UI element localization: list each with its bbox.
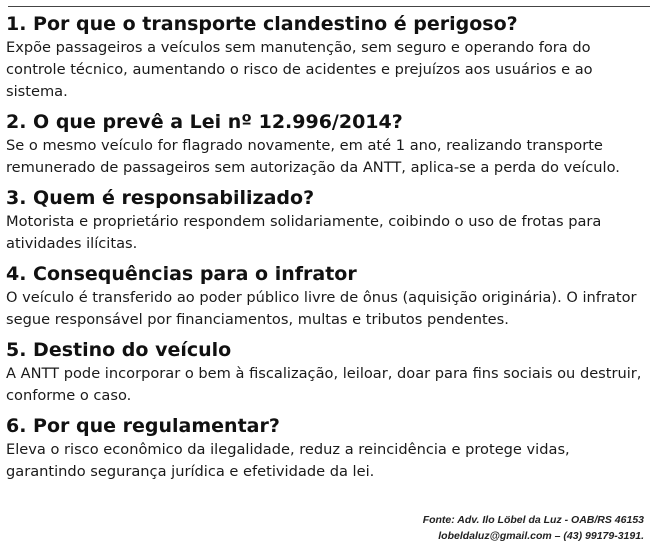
faq-answer: Se o mesmo veículo for flagrado novamente, em até 1 ano, realizando transporte remunerado de passageiros sem autorização da ANTT, aplica-se a perda do veículo.: [6, 137, 620, 176]
faq-section-3: [6, 186, 650, 255]
faq-question: 4. Consequências para o infrator: [6, 263, 357, 285]
faq-answer: Eleva o risco econômico da ilegalidade, reduz a reincidência e protege vidas, garantindo segurança jurídica e efetividade da lei.: [6, 441, 570, 480]
faq-answer: Expõe passageiros a veículos sem manutenção, sem seguro e operando fora do controle técnico, aumentando o risco de acidentes e prejuízos aos usuários e ao sistema.: [6, 39, 593, 100]
faq-answer: O veículo é transferido ao poder público livre de ônus (aquisição originária). O infrator segue responsável por financiamentos, multas e tributos pendentes.: [6, 289, 637, 328]
footer-contact-line: lobeldaluz@gmail.com – (43) 99179-3191.: [438, 530, 644, 542]
faq-section-1: [6, 12, 650, 103]
faq-section-4: [6, 262, 650, 331]
footer-source-line: Fonte: Adv. Ilo Löbel da Luz - OAB/RS 46153: [422, 514, 644, 526]
top-divider: [8, 6, 650, 7]
faq-question: 6. Por que regulamentar?: [6, 415, 280, 437]
faq-section-2: [6, 110, 650, 179]
source-footer: [423, 512, 644, 544]
faq-question: 2. O que prevê a Lei nº 12.996/2014?: [6, 111, 403, 133]
faq-answer: Motorista e proprietário respondem solidariamente, coibindo o uso de frotas para atividades ilícitas.: [6, 213, 602, 252]
faq-question: 3. Quem é responsabilizado?: [6, 187, 315, 209]
faq-document: [6, 12, 650, 490]
faq-question: 5. Destino do veículo: [6, 339, 232, 361]
faq-question: 1. Por que o transporte clandestino é perigoso?: [6, 13, 518, 35]
faq-answer: A ANTT pode incorporar o bem à fiscalização, leiloar, doar para fins sociais ou destruir, conforme o caso.: [6, 365, 642, 404]
faq-section-5: [6, 338, 650, 407]
faq-section-6: [6, 414, 650, 483]
